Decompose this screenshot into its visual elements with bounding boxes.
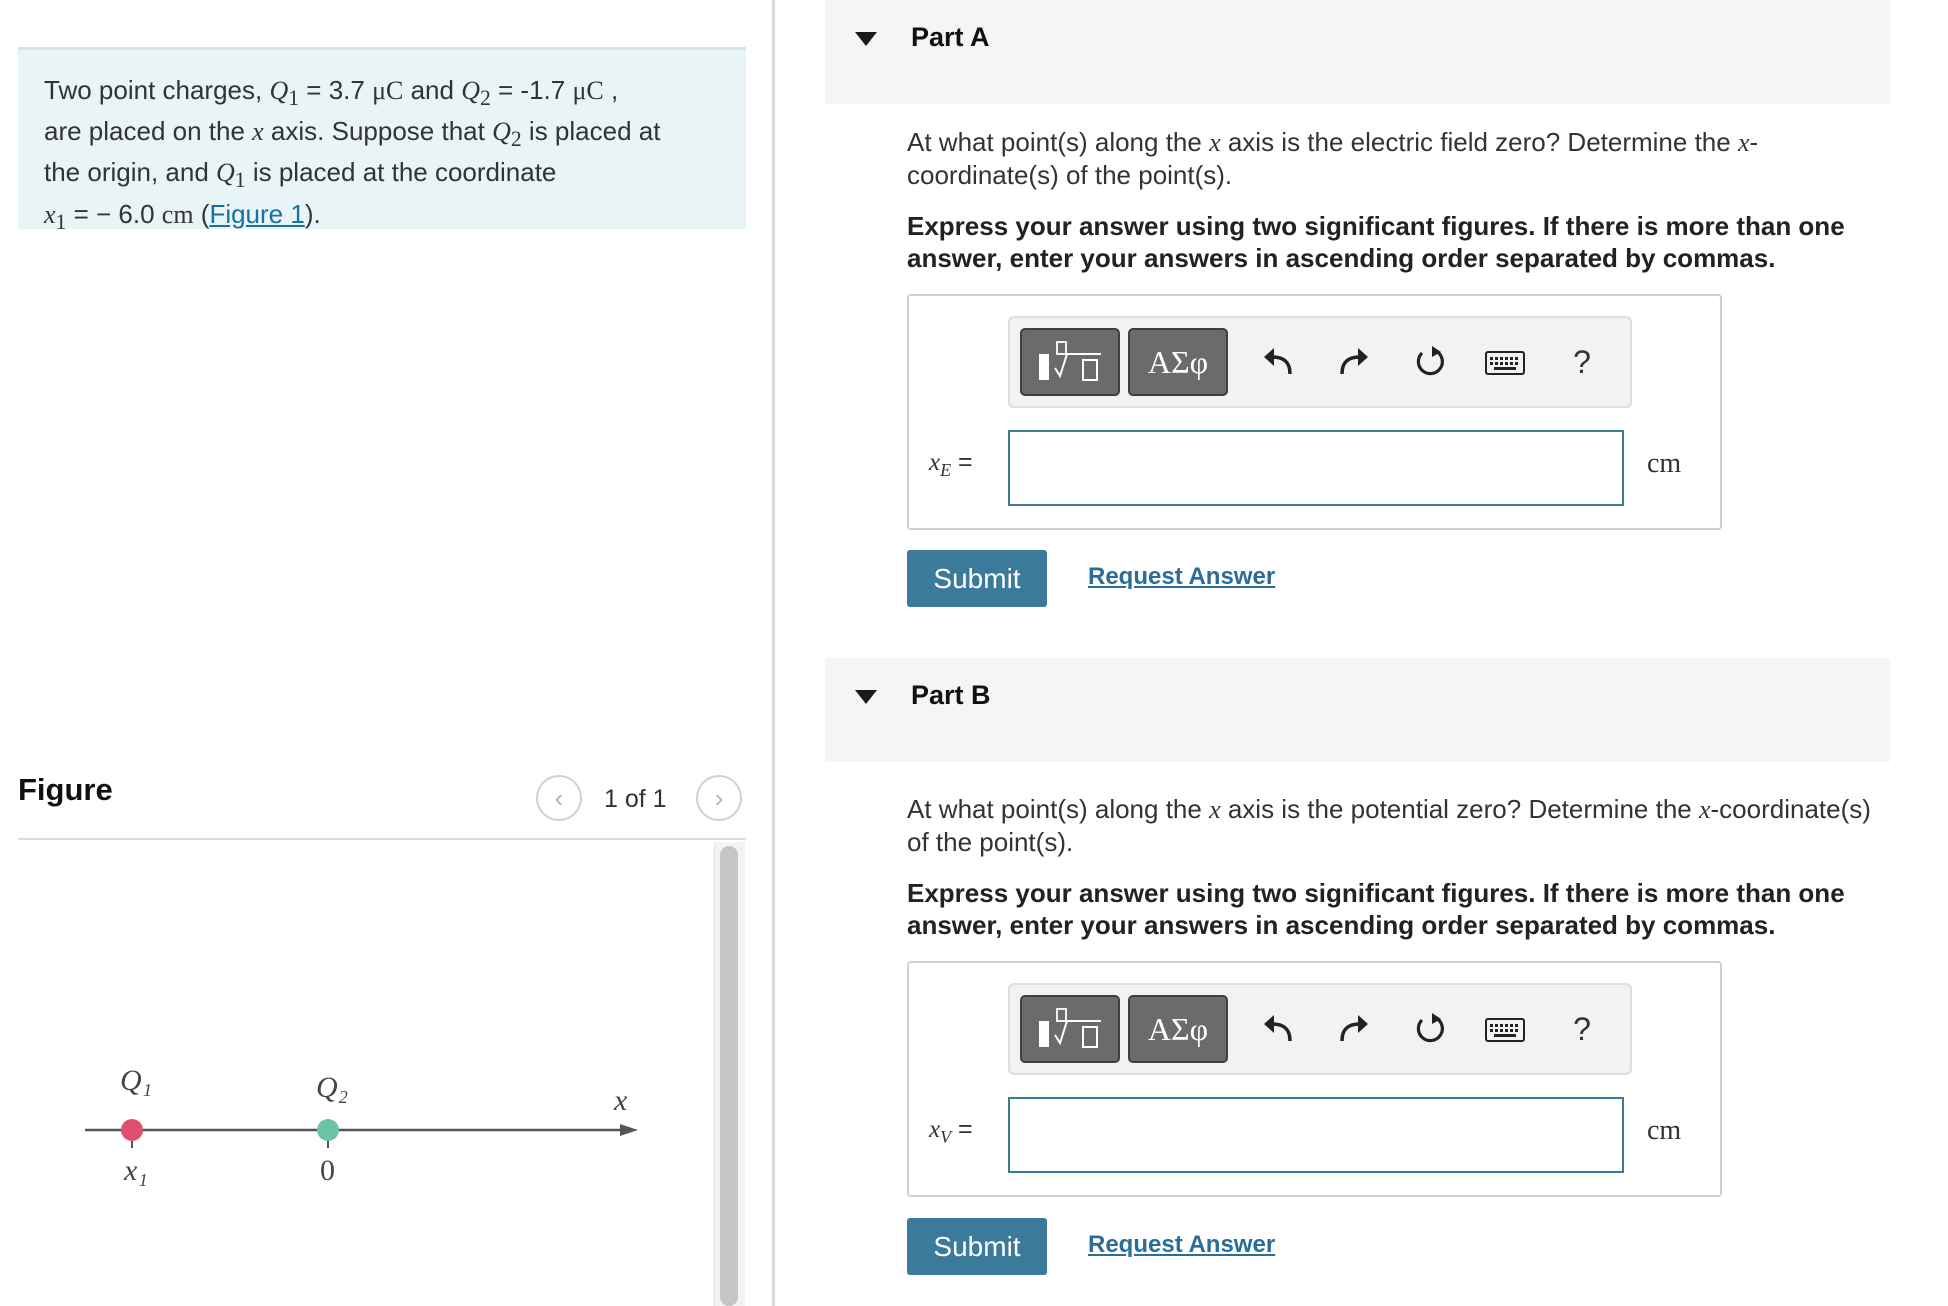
redo-icon [1336,1011,1372,1047]
part-b-unit: cm [1647,1115,1682,1146]
part-b-answer-label: $x_V$ = [929,1115,973,1147]
redo-icon [1336,344,1372,380]
part-a-request-answer-link[interactable]: Request Answer [1088,563,1276,590]
fraction-radical-template-icon [1035,1007,1105,1051]
next-figure-button[interactable] [696,775,742,821]
part-b-answer-input[interactable] [1008,1097,1624,1173]
problem-statement: Two point charges, $Q_1 = 3.7$ μC and $Q_2 = -1.7$ μC , are placed on the x axis. Suppose that $Q_2$ is placed at the origin, and $Q_1$ is placed at the coordinate $x_1$ = − 6.0 cm (Figure 1). [18,47,746,229]
math-toolbar [1008,316,1632,408]
q1-symbol: $Q_1$ [269,76,300,111]
templates-button[interactable] [1020,995,1120,1063]
q1-charge-dot [121,1119,143,1141]
chevron-right-icon: › [714,782,724,813]
collapse-arrow-icon[interactable] [855,690,877,704]
part-a-question: At what point(s) along the x axis is the electric field zero? Determine the x-coordinate(s) of the point(s). [907,127,1759,190]
keyboard-icon [1485,348,1525,376]
previous-figure-button[interactable] [536,775,582,821]
keyboard-button[interactable] [1482,1007,1528,1051]
part-a-answer-label: $x_E$ = [929,448,973,480]
part-b-question: At what point(s) along the x axis is the potential zero? Determine the x-coordinate(s) of the point(s). [907,794,1871,857]
part-a-answer-box [907,294,1722,530]
x-axis-arrowhead [620,1124,638,1136]
part-b-answer-box [907,961,1722,1197]
math-toolbar [1008,983,1632,1075]
undo-icon [1260,1011,1296,1047]
reset-button[interactable] [1408,340,1452,384]
part-b-instruction: Express your answer using two significant figures. If there is more than one answer, enter your answers in ascending order separated by commas. [907,878,1845,940]
q2-charge-dot [317,1119,339,1141]
keyboard-icon [1485,1015,1525,1043]
keyboard-button[interactable] [1482,340,1528,384]
figure-scrollbar-thumb[interactable] [720,846,738,1306]
redo-button[interactable] [1332,1007,1376,1051]
symbols-button[interactable]: ΑΣφ [1128,995,1228,1063]
reset-button[interactable] [1408,1007,1452,1051]
q2-label: Q₂ [316,1071,349,1104]
part-b-title: Part B [911,680,991,710]
figure-heading: Figure [18,772,113,807]
templates-button[interactable] [1020,328,1120,396]
part-b-submit-button[interactable]: Submit [907,1218,1047,1275]
part-a-instruction: Express your answer using two significant figures. If there is more than one answer, enter your answers in ascending order separated by commas. [907,211,1845,273]
q2-symbol: $Q_2$ [461,76,491,111]
figure-divider [18,838,746,840]
origin-label: 0 [320,1154,335,1187]
x1-coordinate-label: x₁ [124,1154,148,1187]
part-a-header[interactable] [825,0,1890,104]
redo-button[interactable] [1332,340,1376,384]
part-b-request-answer-link[interactable]: Request Answer [1088,1231,1276,1258]
part-a-answer-input[interactable] [1008,430,1624,506]
chevron-left-icon: ‹ [554,782,564,813]
x1-symbol: $x_1$ [44,199,67,234]
q1-label: Q₁ [120,1064,153,1097]
x-axis-label: x [614,1084,628,1117]
undo-button[interactable] [1256,1007,1300,1051]
symbols-button[interactable]: ΑΣφ [1128,328,1228,396]
part-a-unit: cm [1647,448,1682,479]
undo-icon [1260,344,1296,380]
figure-1-link[interactable]: Figure 1 [209,198,305,229]
undo-button[interactable] [1256,340,1300,384]
reset-icon [1412,344,1448,380]
column-divider [772,0,775,1306]
figure-counter: 1 of 1 [604,785,667,813]
part-b-header[interactable] [825,658,1890,762]
collapse-arrow-icon[interactable] [855,32,877,46]
help-button[interactable]: ? [1573,1010,1591,1047]
part-a-title: Part A [911,22,990,52]
fraction-radical-template-icon [1035,340,1105,384]
part-a-submit-button[interactable]: Submit [907,550,1047,607]
reset-icon [1412,1011,1448,1047]
help-button[interactable]: ? [1573,343,1591,380]
charge-diagram [60,1050,660,1210]
